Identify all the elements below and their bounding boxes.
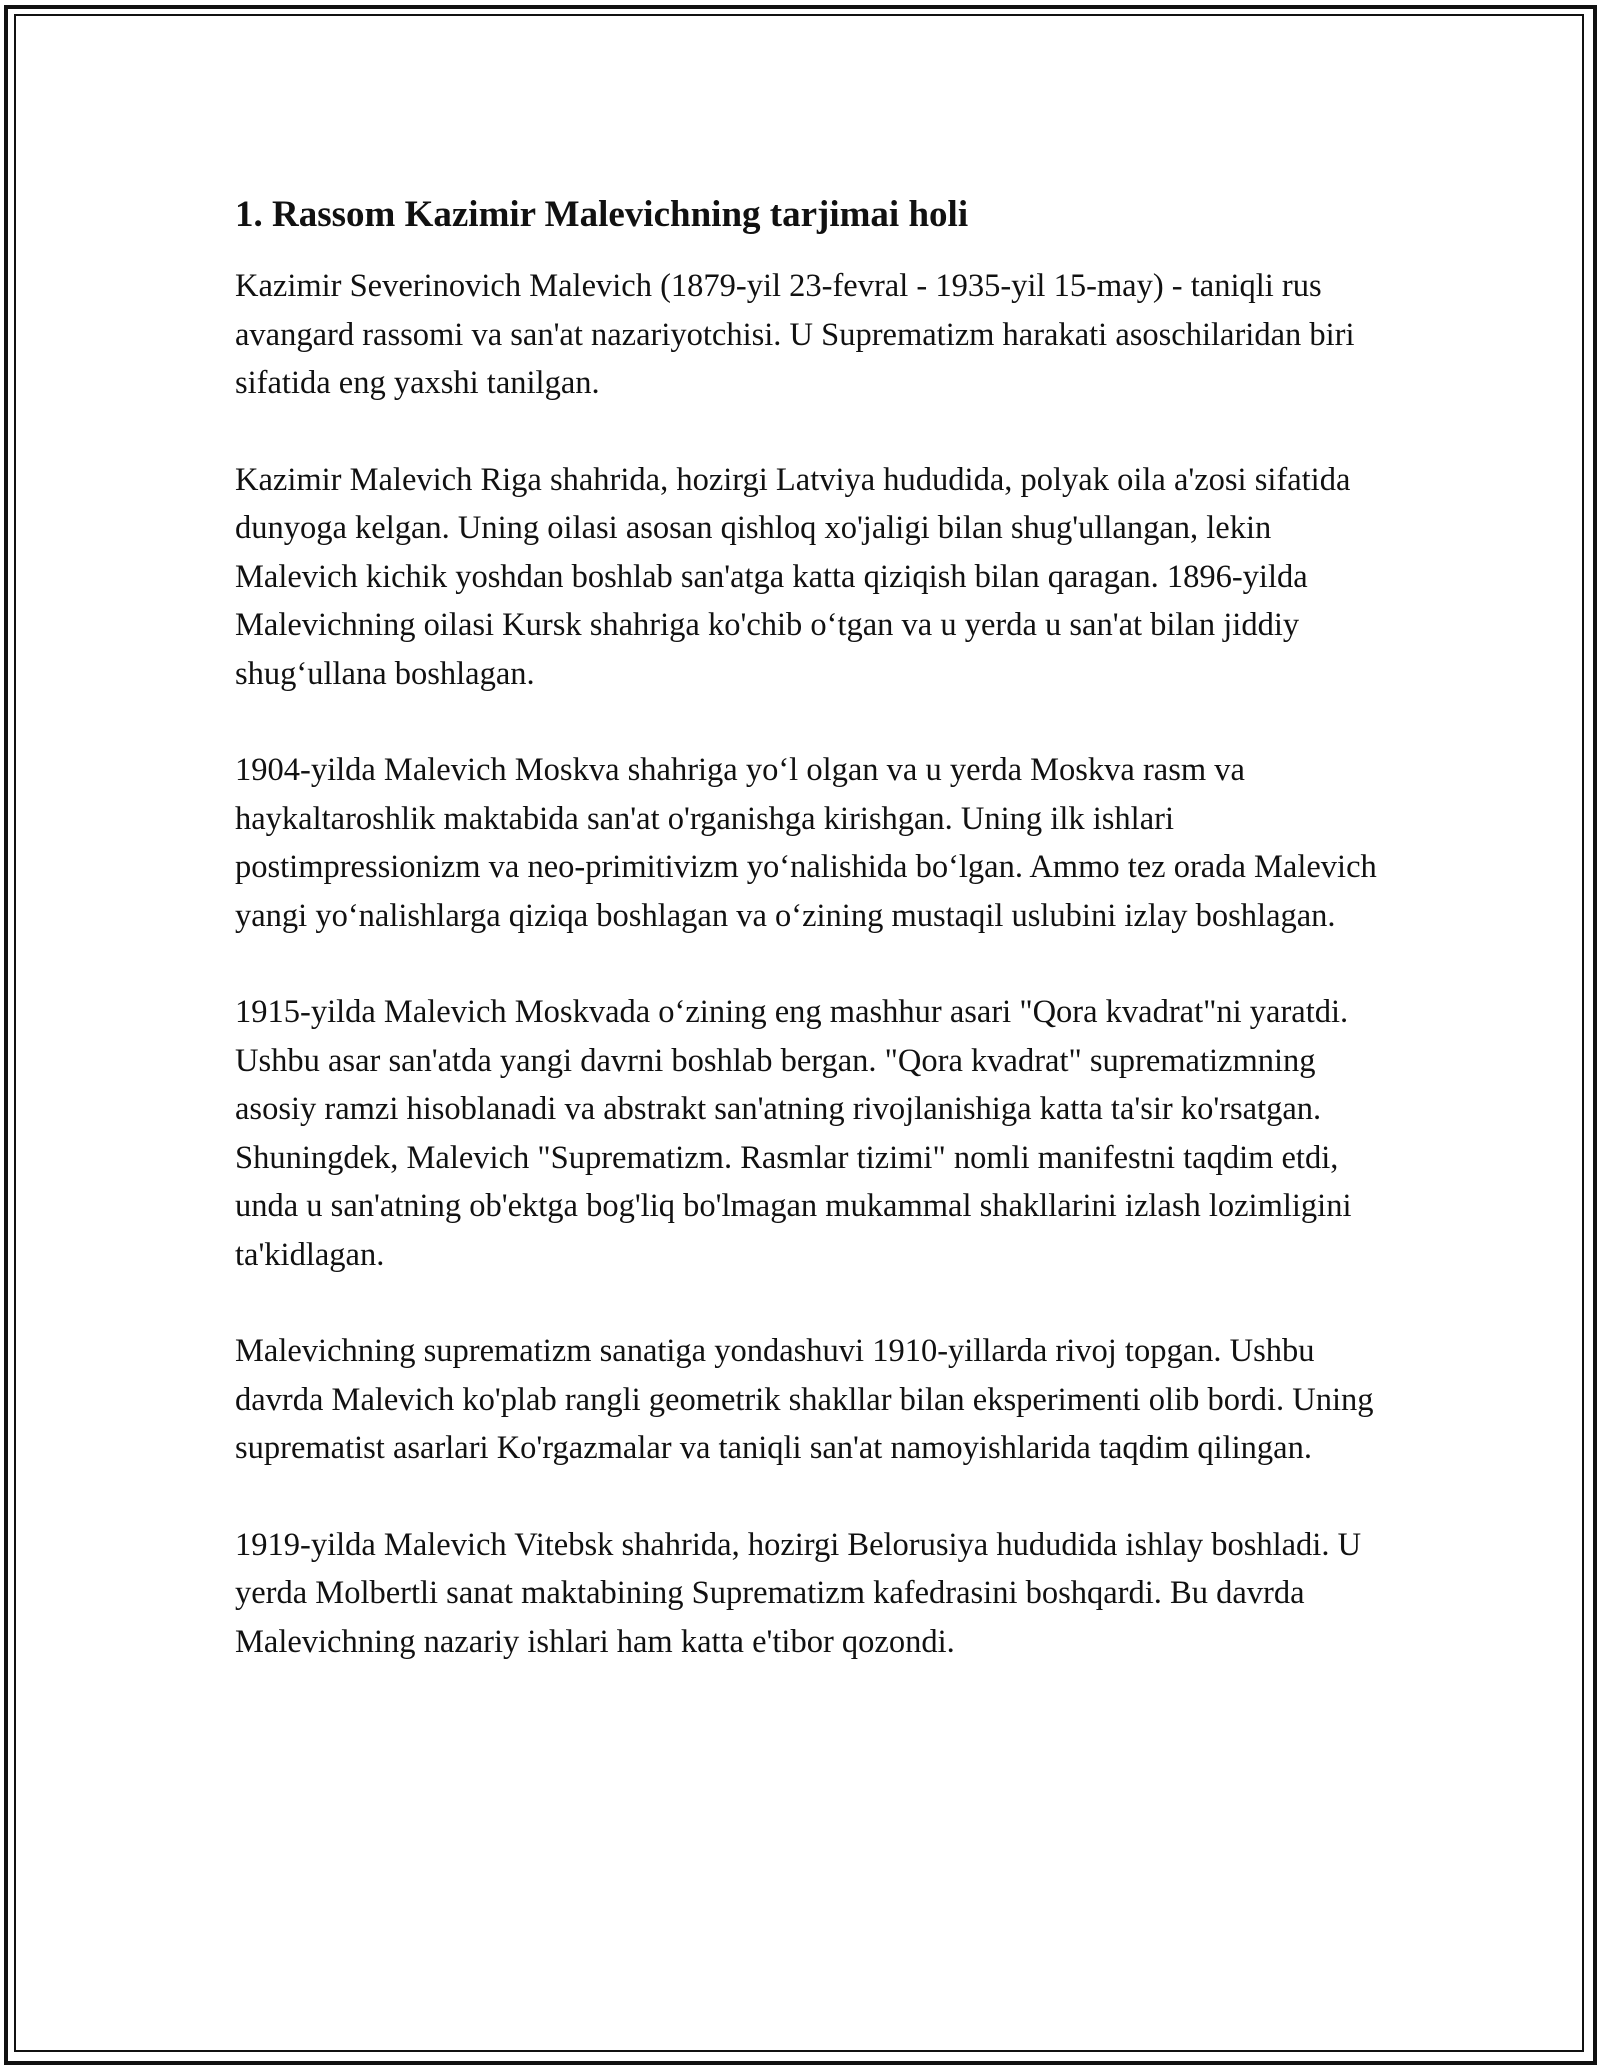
paragraph-suprematism-approach: Malevichning suprematizm sanatiga yondashuvi 1910-yillarda rivoj topgan. Ushbu davrda Malevich ko'plab rangli geometrik shakllar bilan eksperimenti olib bordi. Uning suprematist asarlari Ko'rgazmalar va taniqli san'at namoyishlarida taqdim qilingan. xyxy=(235,1333,1374,1466)
paragraph-intro: Kazimir Severinovich Malevich (1879-yil 23-fevral - 1935-yil 15-may) - taniqli rus avangard rassomi va san'at nazariyotchisi. U Suprematizm harakati asoschilaridan biri sifatida eng yaxshi tanilgan. xyxy=(235,268,1355,401)
paragraph-early-life: Kazimir Malevich Riga shahrida, hozirgi Latviya hududida, polyak oila a'zosi sifatida dunyoga kelgan. Uning oilasi asosan qishloq xo'jaligi bilan shug'ullangan, lekin Malevich kichik yoshdan boshlab san'atga katta qiziqish bilan qaragan. 1896-yilda Malevichning oilasi Kursk shahriga ko'chib o‘tgan va u yerda u san'at bilan jiddiy shug‘ullana boshlagan. xyxy=(235,461,1351,692)
document-body xyxy=(235,184,1385,1714)
paragraph-vitebsk: 1919-yilda Malevich Vitebsk shahrida, hozirgi Belorusiya hududida ishlay boshladi. U yerda Molbertli sanat maktabining Suprematizm kafedrasini boshqardi. Bu davrda Malevichning nazariy ishlari ham katta e'tibor qozondi. xyxy=(235,1526,1362,1660)
section-heading: 1. Rassom Kazimir Malevichning tarjimai holi xyxy=(235,194,969,235)
paragraph-black-square: 1915-yilda Malevich Moskvada o‘zining eng mashhur asari "Qora kvadrat"ni yaratdi. Ushbu asar san'atda yangi davrni boshlab bergan. "Qora kvadrat" suprematizmning asosiy ramzi hisoblanadi va abstrakt san'atning rivojlanishiga katta ta'sir ko'rsatgan. Shuningdek, Malevich "Suprematizm. Rasmlar tizimi" nomli manifestni taqdim etdi, unda u san'atning ob'ektga bog'liq bo'lmagan mukammal shakllarini izlash lozimligini ta'kidlagan. xyxy=(235,994,1352,1273)
paragraph-moscow-study: 1904-yilda Malevich Moskva shahriga yo‘l olgan va u yerda Moskva rasm va haykaltaroshlik maktabida san'at o'rganishga kirishgan. Uning ilk ishlari postimpressionizm va neo-primitivizm yo‘nalishida bo‘lgan. Ammo tez orada Malevich yangi yo‘nalishlarga qiziqa boshlagan va o‘zining mustaqil uslubini izlay boshlagan. xyxy=(235,752,1377,934)
